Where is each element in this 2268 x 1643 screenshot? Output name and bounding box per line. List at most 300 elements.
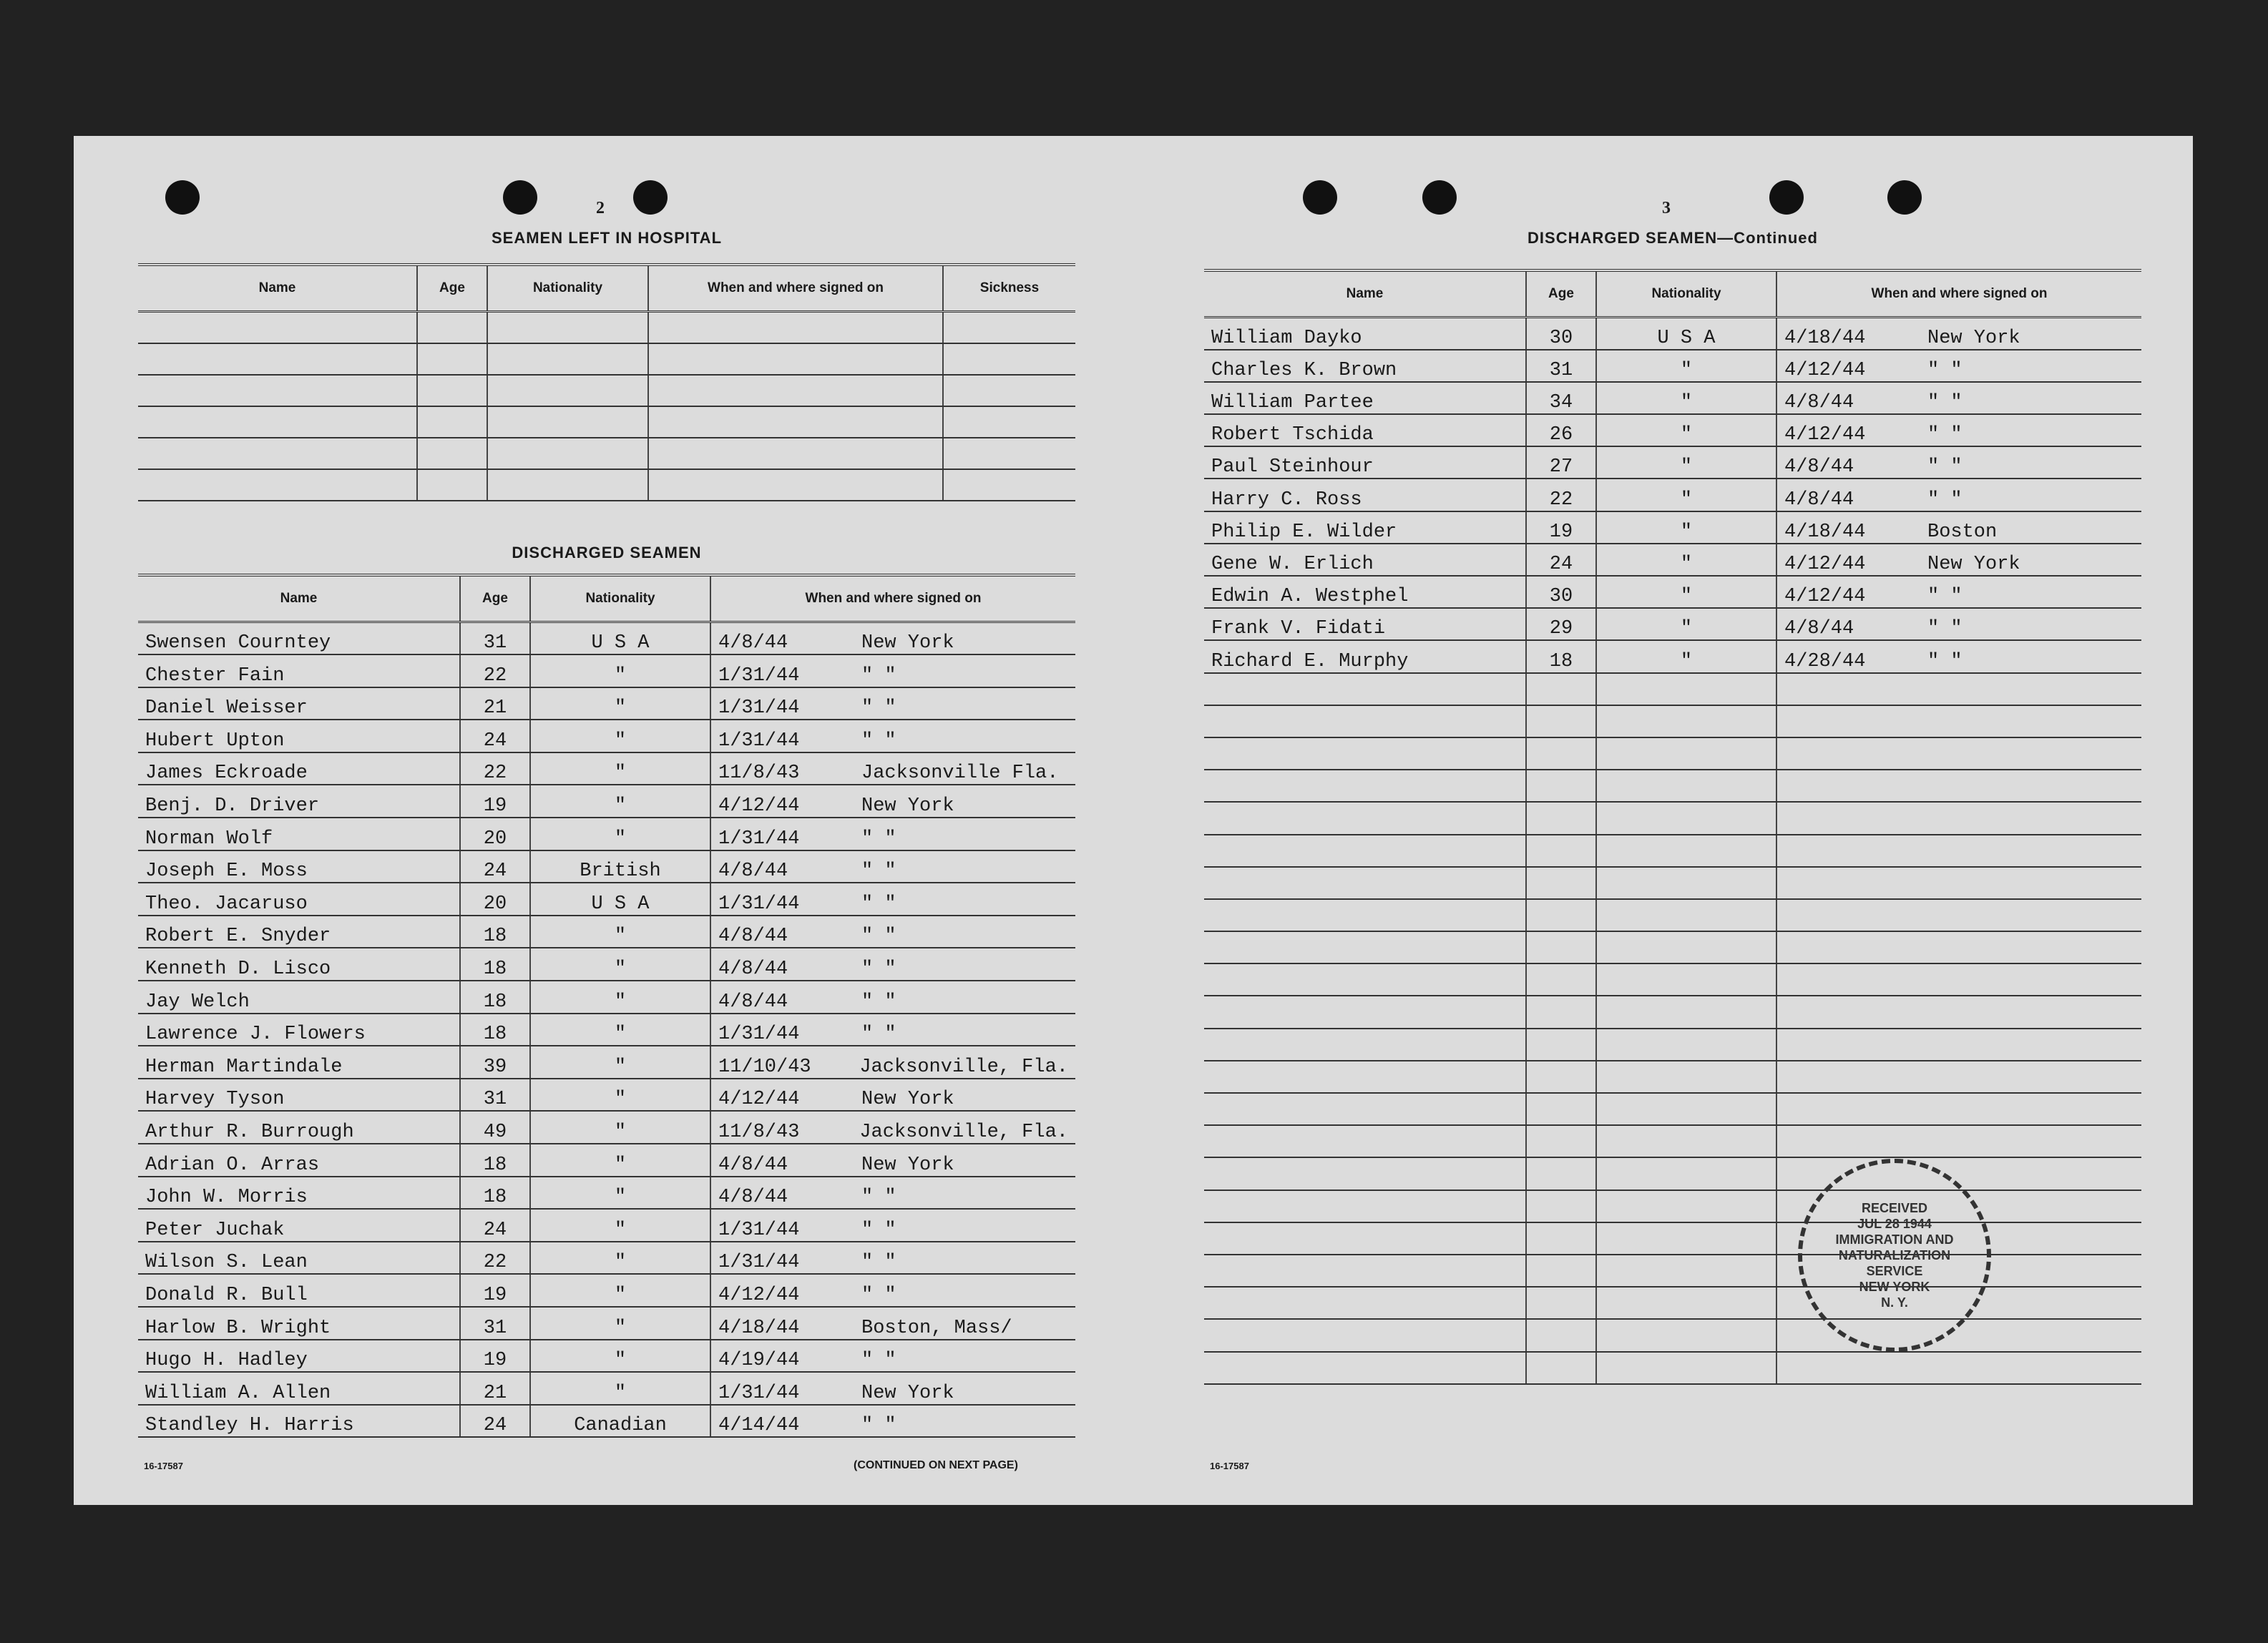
empty-cell — [1776, 1352, 2141, 1384]
empty-cell — [1526, 1125, 1596, 1157]
empty-cell — [138, 343, 417, 375]
signed-on-cell — [710, 1274, 1075, 1307]
empty-cell — [1526, 802, 1596, 834]
empty-cell — [417, 469, 487, 501]
empty-cell — [1526, 673, 1596, 705]
empty-cell — [1596, 1352, 1776, 1384]
signed-on-date: 4/8/44 — [718, 926, 788, 948]
empty-cell — [648, 375, 943, 406]
signed-on-place: Boston — [1927, 521, 1998, 543]
signed-on-cell — [710, 785, 1075, 818]
signed-on-cell — [710, 1111, 1075, 1144]
seaman-nationality: " — [530, 1177, 710, 1210]
empty-cell — [1204, 835, 1526, 867]
signed-on-cell — [710, 1242, 1075, 1275]
seaman-nationality: " — [530, 1144, 710, 1177]
empty-cell — [417, 375, 487, 406]
seaman-age: 27 — [1526, 446, 1596, 479]
table-row — [1204, 1287, 2141, 1319]
seaman-age: 30 — [1526, 576, 1596, 608]
seaman-name: Edwin A. Westphel — [1204, 576, 1526, 608]
empty-cell — [1204, 963, 1526, 996]
seaman-age: 24 — [1526, 544, 1596, 576]
empty-cell — [648, 469, 943, 501]
continued-note: (CONTINUED ON NEXT PAGE) — [854, 1459, 1018, 1471]
table-row — [138, 1209, 1075, 1242]
signed-on-date: 4/8/44 — [718, 958, 788, 981]
seaman-age: 19 — [1526, 511, 1596, 544]
seaman-name: Chester Fain — [138, 654, 460, 687]
seaman-name: William Dayko — [1204, 318, 1526, 350]
signed-on-cell — [1776, 446, 2141, 479]
signed-on-place: New York — [861, 795, 954, 818]
table-row — [1204, 867, 2141, 899]
empty-cell — [1204, 1029, 1526, 1061]
empty-cell — [138, 469, 417, 501]
signed-on-date: 1/31/44 — [718, 1024, 800, 1046]
signed-on-place: " " — [861, 860, 896, 883]
empty-cell — [1596, 899, 1776, 931]
signed-on-place: New York — [1927, 327, 2020, 349]
signed-on-cell — [710, 1046, 1075, 1079]
signed-on-cell — [710, 1209, 1075, 1242]
table-row — [1204, 1319, 2141, 1351]
empty-cell — [1596, 963, 1776, 996]
punch-hole — [165, 180, 200, 215]
seaman-age: 18 — [1526, 640, 1596, 672]
seaman-nationality: " — [530, 1111, 710, 1144]
seaman-age: 30 — [1526, 318, 1596, 350]
seaman-age: 19 — [460, 1340, 530, 1373]
empty-cell — [417, 406, 487, 438]
seaman-age: 39 — [460, 1046, 530, 1079]
seaman-name: Lawrence J. Flowers — [138, 1014, 460, 1046]
empty-cell — [1204, 1093, 1526, 1125]
empty-cell — [1204, 1255, 1526, 1287]
signed-on-cell — [710, 1177, 1075, 1210]
seaman-name: Charles K. Brown — [1204, 350, 1526, 382]
seaman-name: Joseph E. Moss — [138, 850, 460, 883]
empty-cell — [1596, 705, 1776, 737]
signed-on-place: " " — [1927, 392, 1962, 414]
signed-on-date: 4/19/44 — [718, 1350, 800, 1372]
empty-cell — [1596, 1125, 1776, 1157]
signed-on-cell — [1776, 350, 2141, 382]
seaman-age: 34 — [1526, 382, 1596, 414]
col-header-age: Age — [460, 575, 530, 622]
seaman-age: 19 — [460, 785, 530, 818]
seaman-nationality: " — [530, 916, 710, 948]
signed-on-cell — [1776, 640, 2141, 672]
empty-cell — [943, 438, 1075, 469]
signed-on-date: 4/8/44 — [718, 1187, 788, 1209]
table-row — [1204, 673, 2141, 705]
empty-cell — [487, 469, 648, 501]
seaman-name: Daniel Weisser — [138, 687, 460, 720]
seaman-nationality: Canadian — [530, 1405, 710, 1438]
seaman-name: Jay Welch — [138, 981, 460, 1014]
signed-on-date: 4/8/44 — [1784, 456, 1854, 479]
seaman-name: Kenneth D. Lisco — [138, 948, 460, 981]
signed-on-cell — [1776, 479, 2141, 511]
signed-on-date: 4/8/44 — [718, 632, 788, 654]
seaman-name: Paul Steinhour — [1204, 446, 1526, 479]
seaman-name: James Eckroade — [138, 752, 460, 785]
stamp-text: SERVICE — [1866, 1264, 1923, 1278]
empty-cell — [1526, 835, 1596, 867]
signed-on-date: 4/8/44 — [1784, 392, 1854, 414]
empty-cell — [487, 343, 648, 375]
table-row — [138, 622, 1075, 655]
seaman-nationality: " — [530, 1307, 710, 1340]
empty-cell — [1596, 1029, 1776, 1061]
seaman-age: 18 — [460, 948, 530, 981]
seaman-age: 31 — [460, 1307, 530, 1340]
col-header-when-where: When and where signed on — [1776, 270, 2141, 318]
empty-cell — [648, 438, 943, 469]
seaman-name: Donald R. Bull — [138, 1274, 460, 1307]
stamp-text: IMMIGRATION AND — [1835, 1232, 1954, 1247]
empty-cell — [1526, 899, 1596, 931]
signed-on-place: " " — [861, 1252, 896, 1274]
empty-cell — [487, 375, 648, 406]
empty-cell — [943, 406, 1075, 438]
table-row — [1204, 1352, 2141, 1384]
seaman-age: 24 — [460, 1209, 530, 1242]
seaman-nationality: " — [1596, 382, 1776, 414]
empty-cell — [1526, 737, 1596, 770]
seaman-name: Adrian O. Arras — [138, 1144, 460, 1177]
empty-cell — [1776, 996, 2141, 1028]
seaman-name: Harvey Tyson — [138, 1079, 460, 1112]
seaman-name: Robert Tschida — [1204, 414, 1526, 446]
signed-on-cell — [1776, 544, 2141, 576]
empty-cell — [1204, 1061, 1526, 1093]
col-header-age: Age — [1526, 270, 1596, 318]
signed-on-place: " " — [861, 991, 896, 1013]
col-header-sickness: Sickness — [943, 265, 1075, 312]
table-row — [1204, 705, 2141, 737]
empty-cell — [1204, 1352, 1526, 1384]
signed-on-date: 4/12/44 — [718, 795, 800, 818]
table-row — [1204, 576, 2141, 608]
signed-on-place: New York — [861, 1382, 954, 1404]
table-row — [138, 1405, 1075, 1438]
seaman-name: Frank V. Fidati — [1204, 608, 1526, 640]
signed-on-cell — [710, 1307, 1075, 1340]
empty-cell — [1776, 1029, 2141, 1061]
table-row — [1204, 318, 2141, 350]
signed-on-place: " " — [861, 730, 896, 752]
punch-hole — [1422, 180, 1457, 215]
seaman-age: 19 — [460, 1274, 530, 1307]
discharged-table-right — [1204, 269, 2141, 1385]
seaman-nationality: " — [530, 1372, 710, 1405]
seaman-nationality: British — [530, 850, 710, 883]
form-number-left: 16-17587 — [144, 1461, 183, 1471]
signed-on-place: " " — [861, 697, 896, 720]
seaman-nationality: U S A — [530, 622, 710, 655]
col-header-when-where: When and where signed on — [710, 575, 1075, 622]
empty-cell — [1776, 705, 2141, 737]
signed-on-place: " " — [861, 893, 896, 915]
empty-cell — [1776, 931, 2141, 963]
signed-on-place: " " — [1927, 359, 1962, 381]
empty-cell — [1204, 737, 1526, 770]
punch-hole — [1769, 180, 1804, 215]
empty-cell — [1776, 673, 2141, 705]
empty-cell — [1526, 1029, 1596, 1061]
signed-on-date: 4/18/44 — [1784, 521, 1866, 543]
empty-cell — [648, 406, 943, 438]
signed-on-cell — [710, 916, 1075, 948]
seaman-nationality: " — [1596, 544, 1776, 576]
signed-on-place: " " — [1927, 424, 1962, 446]
seaman-name: Philip E. Wilder — [1204, 511, 1526, 544]
table-row — [1204, 479, 2141, 511]
table-row — [138, 1372, 1075, 1405]
col-header-name: Name — [1204, 270, 1526, 318]
empty-cell — [1204, 770, 1526, 802]
stamp-text: N. Y. — [1881, 1295, 1908, 1310]
signed-on-date: 1/31/44 — [718, 1219, 800, 1241]
signed-on-cell — [710, 720, 1075, 752]
seaman-age: 22 — [1526, 479, 1596, 511]
signed-on-date: 4/12/44 — [1784, 359, 1866, 381]
empty-cell — [1596, 1319, 1776, 1351]
seaman-age: 18 — [460, 1144, 530, 1177]
signed-on-place: " " — [861, 1284, 896, 1306]
seaman-nationality: " — [530, 948, 710, 981]
table-row — [138, 375, 1075, 406]
table-row — [138, 1079, 1075, 1112]
empty-cell — [1204, 1319, 1526, 1351]
empty-cell — [1596, 996, 1776, 1028]
signed-on-place: " " — [861, 664, 896, 687]
col-header-nationality: Nationality — [530, 575, 710, 622]
signed-on-date: 4/12/44 — [1784, 586, 1866, 608]
table-row — [1204, 1255, 2141, 1287]
empty-cell — [1596, 802, 1776, 834]
signed-on-date: 4/8/44 — [718, 860, 788, 883]
discharged-table-left — [138, 574, 1075, 1438]
signed-on-date: 1/31/44 — [718, 697, 800, 720]
signed-on-place: " " — [861, 958, 896, 981]
table-row — [138, 1307, 1075, 1340]
seaman-nationality: " — [530, 752, 710, 785]
signed-on-date: 1/31/44 — [718, 664, 800, 687]
seaman-nationality: " — [1596, 608, 1776, 640]
received-stamp — [1798, 1159, 1991, 1352]
seaman-name: Herman Martindale — [138, 1046, 460, 1079]
table-row — [138, 850, 1075, 883]
seaman-name: Hubert Upton — [138, 720, 460, 752]
empty-cell — [1776, 770, 2141, 802]
empty-cell — [1204, 996, 1526, 1028]
signed-on-place: New York — [861, 1089, 954, 1111]
empty-cell — [1526, 770, 1596, 802]
empty-cell — [138, 438, 417, 469]
seaman-age: 22 — [460, 654, 530, 687]
signed-on-date: 11/8/43 — [718, 1122, 800, 1143]
empty-cell — [1204, 705, 1526, 737]
table-row — [138, 687, 1075, 720]
seaman-nationality: " — [530, 1014, 710, 1046]
empty-cell — [1526, 867, 1596, 899]
signed-on-date: 1/31/44 — [718, 1252, 800, 1274]
signed-on-place: New York — [861, 1154, 954, 1176]
seaman-age: 18 — [460, 1177, 530, 1210]
seaman-nationality: U S A — [1596, 318, 1776, 350]
table-row — [138, 720, 1075, 752]
signed-on-date: 4/12/44 — [1784, 554, 1866, 575]
signed-on-date: 4/8/44 — [1784, 618, 1854, 640]
signed-on-cell — [710, 948, 1075, 981]
signed-on-place: " " — [861, 1219, 896, 1241]
signed-on-date: 4/28/44 — [1784, 650, 1866, 672]
table-row — [138, 1046, 1075, 1079]
signed-on-date: 4/14/44 — [718, 1415, 800, 1437]
empty-cell — [1204, 931, 1526, 963]
empty-cell — [1526, 1157, 1596, 1190]
table-row — [1204, 350, 2141, 382]
empty-cell — [417, 438, 487, 469]
empty-cell — [1776, 1093, 2141, 1125]
signed-on-place: New York — [1927, 554, 2020, 575]
seaman-nationality: U S A — [530, 883, 710, 916]
seaman-nationality: " — [1596, 446, 1776, 479]
page-number-left: 2 — [596, 199, 605, 217]
seaman-age: 21 — [460, 1372, 530, 1405]
empty-cell — [1204, 1190, 1526, 1222]
empty-cell — [1526, 1061, 1596, 1093]
signed-on-place: " " — [1927, 586, 1962, 608]
seaman-nationality: " — [530, 1274, 710, 1307]
hospital-table — [138, 263, 1075, 501]
table-row — [1204, 446, 2141, 479]
punch-hole — [633, 180, 668, 215]
table-row — [1204, 1029, 2141, 1061]
seaman-nationality: " — [530, 818, 710, 850]
seaman-nationality: " — [530, 981, 710, 1014]
seaman-nationality: " — [1596, 350, 1776, 382]
signed-on-place: New York — [861, 632, 954, 654]
empty-cell — [1776, 899, 2141, 931]
seaman-name: Arthur R. Burrough — [138, 1111, 460, 1144]
signed-on-date: 1/31/44 — [718, 828, 800, 850]
empty-cell — [943, 343, 1075, 375]
signed-on-cell — [710, 1340, 1075, 1373]
table-row — [138, 981, 1075, 1014]
seaman-age: 22 — [460, 1242, 530, 1275]
empty-cell — [1526, 1093, 1596, 1125]
signed-on-cell — [1776, 318, 2141, 350]
table-row — [138, 1274, 1075, 1307]
manifest-spread — [74, 136, 2193, 1505]
empty-cell — [1596, 737, 1776, 770]
discharged-section-title: DISCHARGED SEAMEN — [512, 544, 702, 561]
table-row — [138, 1177, 1075, 1210]
empty-cell — [1596, 1255, 1776, 1287]
seaman-age: 24 — [460, 1405, 530, 1438]
signed-on-place: Boston, Mass/ — [861, 1317, 1012, 1339]
signed-on-date: 4/12/44 — [1784, 424, 1866, 446]
signed-on-date: 1/31/44 — [718, 893, 800, 915]
table-row — [138, 752, 1075, 785]
seaman-age: 49 — [460, 1111, 530, 1144]
signed-on-cell — [710, 752, 1075, 785]
seaman-name: William Partee — [1204, 382, 1526, 414]
empty-cell — [1776, 1061, 2141, 1093]
table-row — [1204, 1157, 2141, 1190]
seaman-age: 18 — [460, 916, 530, 948]
signed-on-place: " " — [1927, 489, 1962, 511]
signed-on-cell — [710, 687, 1075, 720]
seaman-name: William A. Allen — [138, 1372, 460, 1405]
seaman-nationality: " — [530, 1340, 710, 1373]
seaman-name: Richard E. Murphy — [1204, 640, 1526, 672]
empty-cell — [1596, 1093, 1776, 1125]
seaman-nationality: " — [530, 687, 710, 720]
table-row — [138, 1242, 1075, 1275]
seaman-name: Swensen Courntey — [138, 622, 460, 655]
col-header-when-where: When and where signed on — [648, 265, 943, 312]
stamp-text: NATURALIZATION — [1838, 1248, 1951, 1262]
empty-cell — [648, 312, 943, 343]
signed-on-cell — [710, 1144, 1075, 1177]
signed-on-place: Jacksonville, Fla. — [859, 1122, 1068, 1143]
signed-on-date: 1/31/44 — [718, 730, 800, 752]
signed-on-place: " " — [1927, 456, 1962, 479]
signed-on-cell — [710, 1079, 1075, 1112]
empty-cell — [417, 312, 487, 343]
empty-cell — [1596, 1190, 1776, 1222]
col-header-nationality: Nationality — [1596, 270, 1776, 318]
col-header-age: Age — [417, 265, 487, 312]
seaman-name: Peter Juchak — [138, 1209, 460, 1242]
empty-cell — [1526, 1319, 1596, 1351]
seaman-age: 24 — [460, 720, 530, 752]
empty-cell — [1776, 1125, 2141, 1157]
signed-on-cell — [1776, 382, 2141, 414]
form-number-right: 16-17587 — [1210, 1461, 1249, 1471]
seaman-age: 31 — [460, 1079, 530, 1112]
signed-on-cell — [710, 1405, 1075, 1438]
seaman-name: Wilson S. Lean — [138, 1242, 460, 1275]
table-row — [1204, 802, 2141, 834]
empty-cell — [648, 343, 943, 375]
signed-on-date: 4/18/44 — [1784, 327, 1866, 349]
stamp-text: RECEIVED — [1861, 1201, 1928, 1215]
punch-hole — [503, 180, 537, 215]
table-row — [1204, 640, 2141, 672]
empty-cell — [1776, 963, 2141, 996]
signed-on-cell — [710, 622, 1075, 655]
signed-on-date: 11/8/43 — [718, 762, 800, 785]
signed-on-date: 4/8/44 — [718, 991, 788, 1013]
seaman-nationality: " — [1596, 511, 1776, 544]
table-row — [138, 785, 1075, 818]
seaman-nationality: " — [1596, 640, 1776, 672]
seaman-age: 18 — [460, 981, 530, 1014]
table-row — [1204, 899, 2141, 931]
empty-cell — [1596, 835, 1776, 867]
empty-cell — [1204, 1157, 1526, 1190]
empty-cell — [1526, 1190, 1596, 1222]
signed-on-cell — [1776, 414, 2141, 446]
seaman-name: Robert E. Snyder — [138, 916, 460, 948]
seaman-nationality: " — [530, 1046, 710, 1079]
